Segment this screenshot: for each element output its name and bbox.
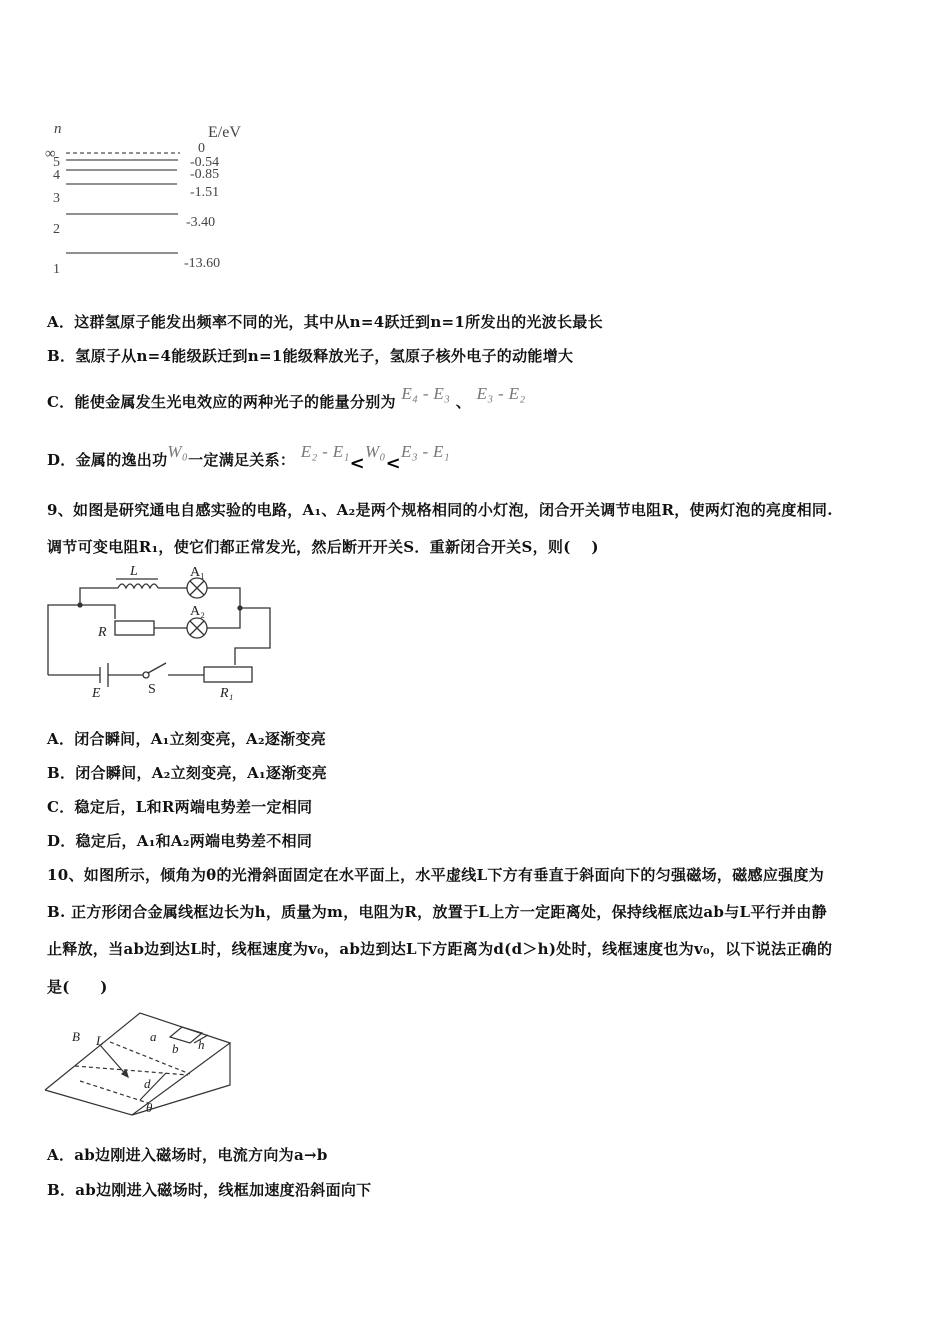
level-label-1: 1 (53, 262, 60, 277)
q10-option-b: B．ab边刚进入磁场时，线框加速度沿斜面向下 (47, 1181, 372, 1199)
label-e: E (92, 686, 101, 701)
label-r1: R₁ (220, 686, 234, 701)
q10-stem-line3: 止释放，当ab边到达L时，线框速度为v₀，ab边到达L下方距离为d(d＞h)处时，线框速度也为v₀，以下说法正确的 (47, 940, 833, 958)
label-b: b (172, 1041, 179, 1056)
dashed-lower (80, 1081, 148, 1103)
wire-r-slider (80, 605, 115, 619)
q8-option-b: B．氢原子从n=4能级跃迁到n=1能级释放光子，氢原子核外电子的动能增大 (47, 347, 574, 365)
q9-option-d: D．稳定后，A₁和A₂两端电势差不相同 (47, 832, 313, 850)
less-than-1: < (349, 453, 365, 474)
n-axis-label: n (54, 121, 62, 137)
boundary-line-l (75, 1066, 188, 1075)
q9-stem-line2: 调节可变电阻R₁，使它们都正常发光，然后断开开关S．重新闭合开关S，则( ) (47, 538, 599, 556)
q8-option-c-math1: E₄ - E₃ (401, 384, 451, 403)
label-b-field: B (72, 1029, 80, 1044)
q9-option-a: A．闭合瞬间，A₁立刻变亮，A₂逐渐变亮 (47, 730, 327, 748)
lamp-a1-cross (190, 581, 204, 595)
q10-stem-line1: 10、如图所示，倾角为θ的光滑斜面固定在水平面上，水平虚线L下方有垂直于斜面向下的匀强磁场，磁感应强度为 (47, 866, 825, 884)
junction-left (78, 603, 82, 607)
resistor-r (115, 621, 154, 635)
q9-option-c: C．稳定后，L和R两端电势差一定相同 (47, 798, 313, 816)
q8-option-d-math2: W₀ (364, 442, 386, 461)
q8-option-c (47, 384, 526, 412)
q10-stem-line4: 是( ) (47, 978, 108, 996)
wire-left (48, 605, 80, 675)
label-r: R (98, 625, 107, 640)
q8-option-d-text2: 一定满足关系： (188, 451, 296, 469)
energy-value-3: -1.51 (190, 185, 220, 200)
level-label-2: 2 (53, 222, 60, 237)
incline-diagram (40, 1005, 240, 1123)
energy-level-diagram (40, 115, 260, 280)
q9-option-b: B．闭合瞬间，A₂立刻变亮，A₁逐渐变亮 (47, 764, 328, 782)
label-l-line: L (96, 1033, 104, 1048)
q8-option-d-text1: D．金属的逸出功 (47, 451, 168, 469)
label-theta: θ (146, 1100, 153, 1115)
energy-value-5: -0.54 (190, 155, 220, 170)
label-a: a (150, 1029, 157, 1044)
label-l: L (130, 564, 138, 579)
level-label-4: 4 (53, 168, 60, 183)
q8-option-d-math3: E₃ - E₁ (401, 442, 450, 461)
energy-axis-label: E/eV (208, 124, 241, 141)
label-a1: A₁ (190, 565, 205, 580)
lamp-a2-cross (190, 621, 204, 635)
energy-value-4: -0.85 (190, 167, 220, 182)
resistor-r1 (204, 667, 252, 682)
level-label-5: 5 (53, 155, 60, 170)
q10-stem-line2: B. 正方形闭合金属线框边长为h，质量为m，电阻为R，放置于L上方一定距离处，保持线框底边ab与L平行并由静 (47, 903, 827, 921)
level-label-inf: ∞ (45, 146, 56, 162)
label-h: h (198, 1037, 205, 1052)
q10-option-a: A．ab边刚进入磁场时，电流方向为a→b (47, 1146, 328, 1164)
q8-option-d-w0: W₀ (167, 442, 189, 461)
circuit-svg (40, 563, 280, 703)
circuit-diagram (40, 563, 280, 703)
q8-option-d (47, 442, 450, 474)
q8-option-c-text: C．能使金属发生光电效应的两种光子的能量分别为 (47, 393, 396, 411)
switch-lever (148, 663, 166, 673)
label-d: d (144, 1076, 151, 1091)
energy-level-svg (40, 115, 260, 280)
wire-right-junction (207, 588, 240, 628)
label-s: S (148, 682, 156, 697)
level-label-3: 3 (53, 191, 60, 206)
wire-top-left (80, 588, 118, 605)
incline-svg (40, 1005, 240, 1123)
energy-value-1: -13.60 (184, 256, 221, 271)
q8-option-c-sep: 、 (455, 393, 472, 411)
q8-option-a: A．这群氢原子能发出频率不同的光，其中从n=4跃迁到n=1所发出的光波长最长 (47, 313, 603, 331)
energy-value-inf: 0 (198, 141, 205, 156)
energy-value-2: -3.40 (186, 215, 216, 230)
q9-stem-line1: 9、如图是研究通电自感实验的电路，A₁、A₂是两个规格相同的小灯泡，闭合开关调节电阻R，使两灯泡的亮度相同. (47, 501, 833, 519)
q8-option-c-math2: E₃ - E₂ (476, 384, 526, 403)
label-a2: A₂ (190, 604, 205, 619)
inductor-coil (118, 584, 158, 588)
less-than-2: < (385, 453, 402, 474)
junction-right (238, 606, 242, 610)
q8-option-d-math1: E₂ - E₁ (300, 442, 350, 461)
